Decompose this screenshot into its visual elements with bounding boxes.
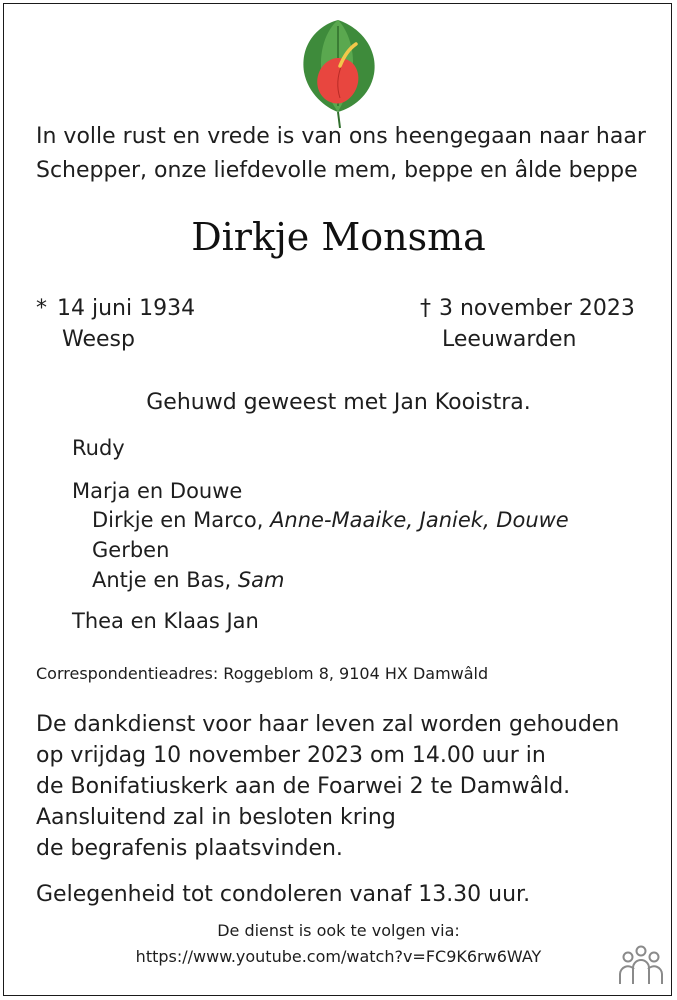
death-date: 3 november 2023	[439, 296, 635, 321]
birth-line	[36, 292, 195, 326]
death-symbol: †	[420, 296, 431, 321]
family-marja: Marja en Douwe	[72, 479, 243, 503]
intro-line-2: Schepper, onze liefdevolle mem, beppe en âlde beppe	[36, 158, 638, 183]
death-line	[420, 292, 635, 326]
family-dirkje-couple: Dirkje en Marco,	[92, 508, 264, 532]
family-antje-couple: Antje en Bas,	[92, 568, 232, 592]
service-line-1: De dankdienst voor haar leven zal worden gehouden	[36, 712, 620, 737]
service-line-2: op vrijdag 10 november 2023 om 14.00 uur in	[36, 743, 546, 768]
people-group-logo-icon	[617, 944, 665, 986]
family-dirkje	[92, 505, 569, 535]
service-line-5: de begrafenis plaatsvinden.	[36, 836, 343, 861]
anthurium-flower-icon	[296, 16, 380, 128]
condolence-line: Gelegenheid tot condoleren vanaf 13.30 uur.	[36, 882, 531, 907]
stream-url[interactable]: https://www.youtube.com/watch?v=FC9K6rw6WAY	[135, 947, 542, 966]
family-antje	[92, 565, 284, 595]
family-antje-children: Sam	[237, 568, 285, 592]
stream-label: De dienst is ook te volgen via:	[217, 921, 460, 940]
death-place: Leeuwarden	[442, 327, 577, 352]
married-line: Gehuwd geweest met Jan Kooistra.	[146, 390, 531, 415]
intro-line-1: In volle rust en vrede is van ons heengegaan naar haar	[36, 124, 646, 149]
deceased-name: Dirkje Monsma	[191, 215, 486, 259]
service-line-3: de Bonifatiuskerk aan de Foarwei 2 te Damwâld.	[36, 774, 571, 799]
service-line-4: Aansluitend zal in besloten kring	[36, 805, 396, 830]
family-thea: Thea en Klaas Jan	[72, 609, 259, 633]
birth-date: 14 juni 1934	[57, 296, 196, 321]
birth-place: Weesp	[62, 327, 135, 352]
family-gerben: Gerben	[92, 538, 170, 562]
birth-symbol: *	[36, 296, 47, 321]
family-rudy: Rudy	[72, 436, 125, 460]
family-dirkje-children: Anne-Maaike, Janiek, Douwe	[270, 508, 569, 532]
correspondence-address: Correspondentieadres: Roggeblom 8, 9104 HX Damwâld	[36, 664, 489, 683]
